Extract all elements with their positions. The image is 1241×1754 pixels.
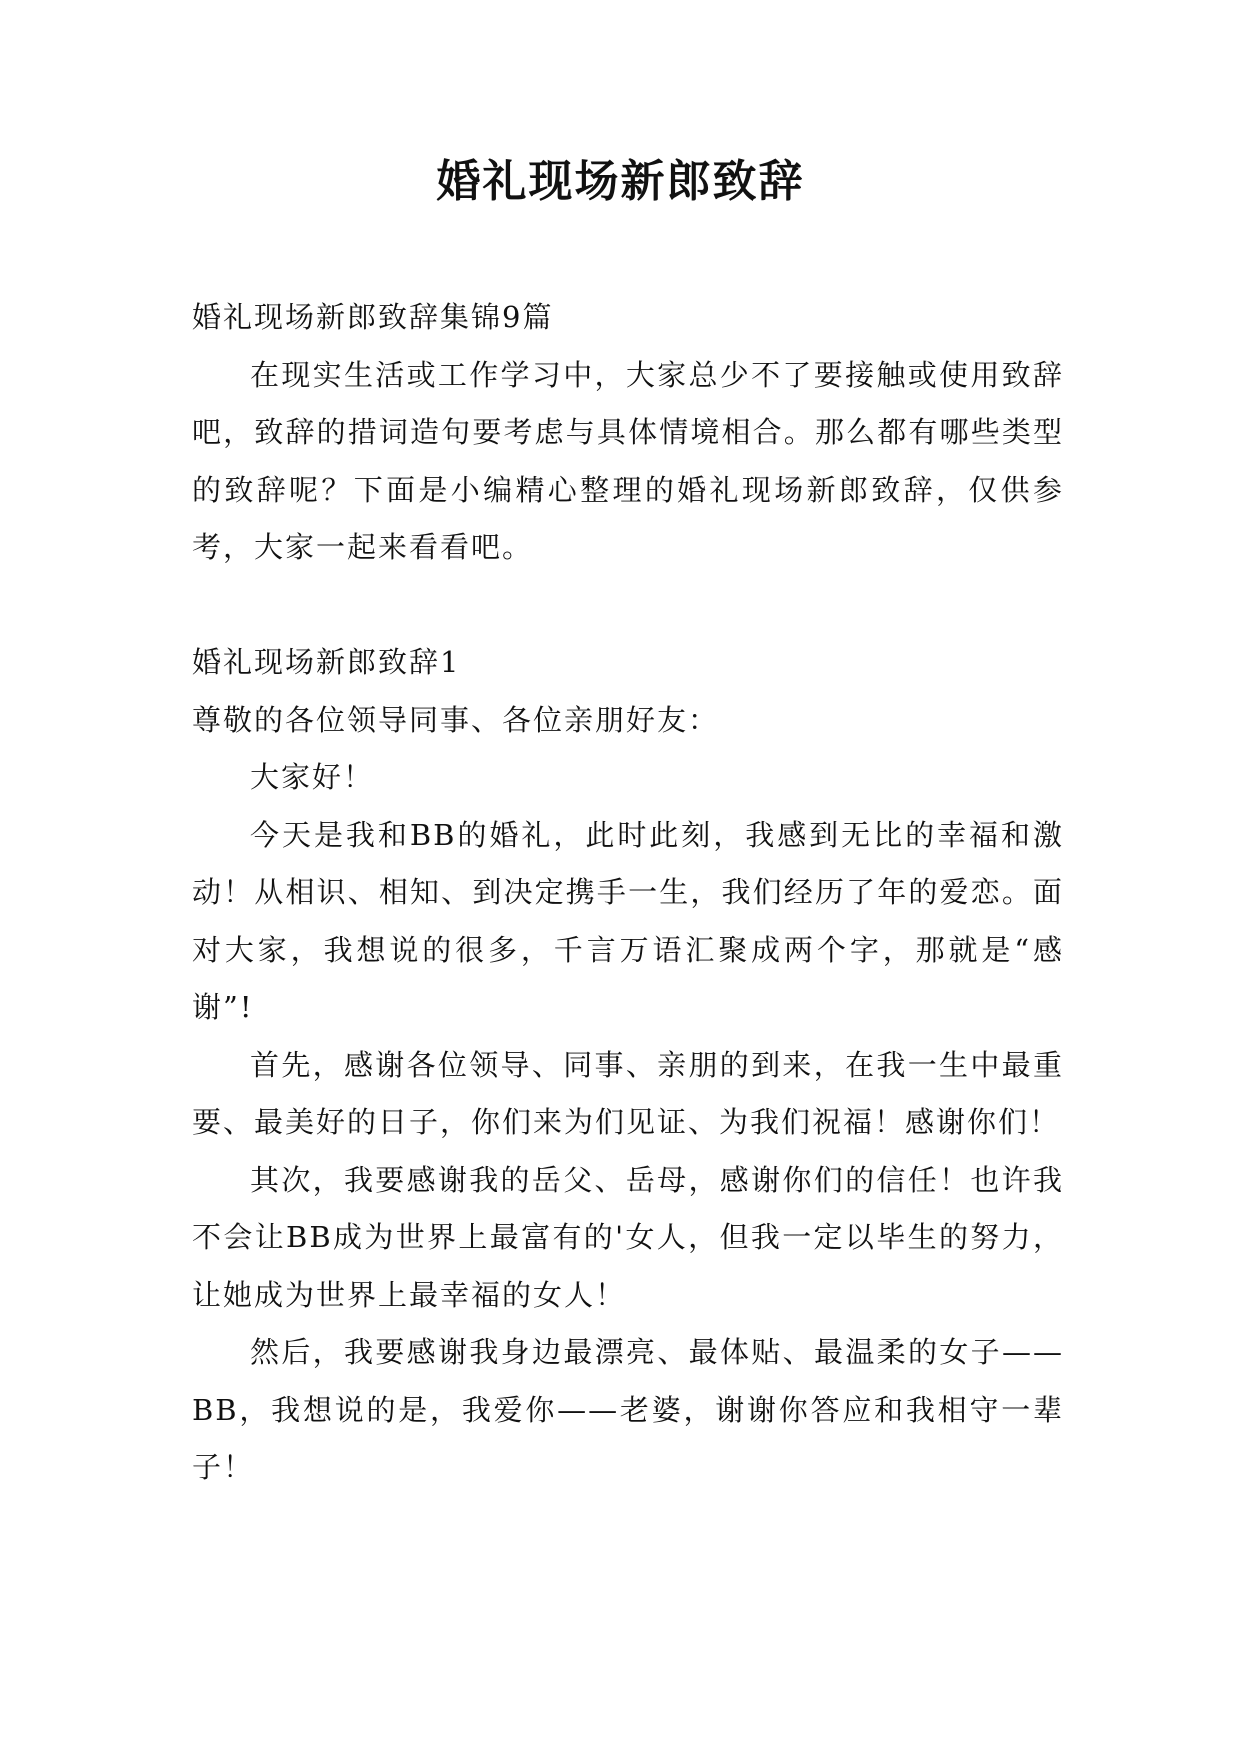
- section-spacer: [192, 577, 1064, 635]
- body-paragraph: 然后，我要感谢我身边最漂亮、最体贴、最温柔的女子——BB，我想说的是，我爱你——老婆，谢谢你答应和我相守一辈子！: [192, 1335, 1064, 1484]
- salutation: 尊敬的各位领导同事、各位亲朋好友：: [192, 702, 720, 737]
- greeting: 大家好！: [250, 760, 375, 794]
- intro-paragraph: 在现实生活或工作学习中，大家总少不了要接触或使用致辞吧，致辞的措词造句要考虑与具体情境相合。那么都有哪些类型的致辞呢？下面是小编精心整理的婚礼现场新郎致辞，仅供参考，大家一起来看看吧。: [192, 357, 1064, 564]
- body-paragraph: 其次，我要感谢我的岳父、岳母，感谢你们的信任！也许我不会让BB成为世界上最富有的'女人，但我一定以毕生的努力，让她成为世界上最幸福的女人！: [192, 1162, 1064, 1312]
- body-paragraph: 今天是我和BB的婚礼，此时此刻，我感到无比的幸福和激动！从相识、相知、到决定携手一生，我们经历了年的爱恋。面对大家，我想说的很多，千言万语汇聚成两个字，那就是“感谢”!: [192, 817, 1064, 1024]
- document-body: [192, 289, 1064, 1497]
- body-paragraph: 首先，感谢各位领导、同事、亲朋的到来，在我一生中最重要、最美好的日子，你们来为们见证、为我们祝福！感谢你们！: [192, 1047, 1064, 1139]
- document-title: 婚礼现场新郎致辞: [436, 156, 805, 207]
- document-subtitle: 婚礼现场新郎致辞集锦9篇: [192, 300, 554, 334]
- section-heading: 婚礼现场新郎致辞1: [192, 645, 461, 679]
